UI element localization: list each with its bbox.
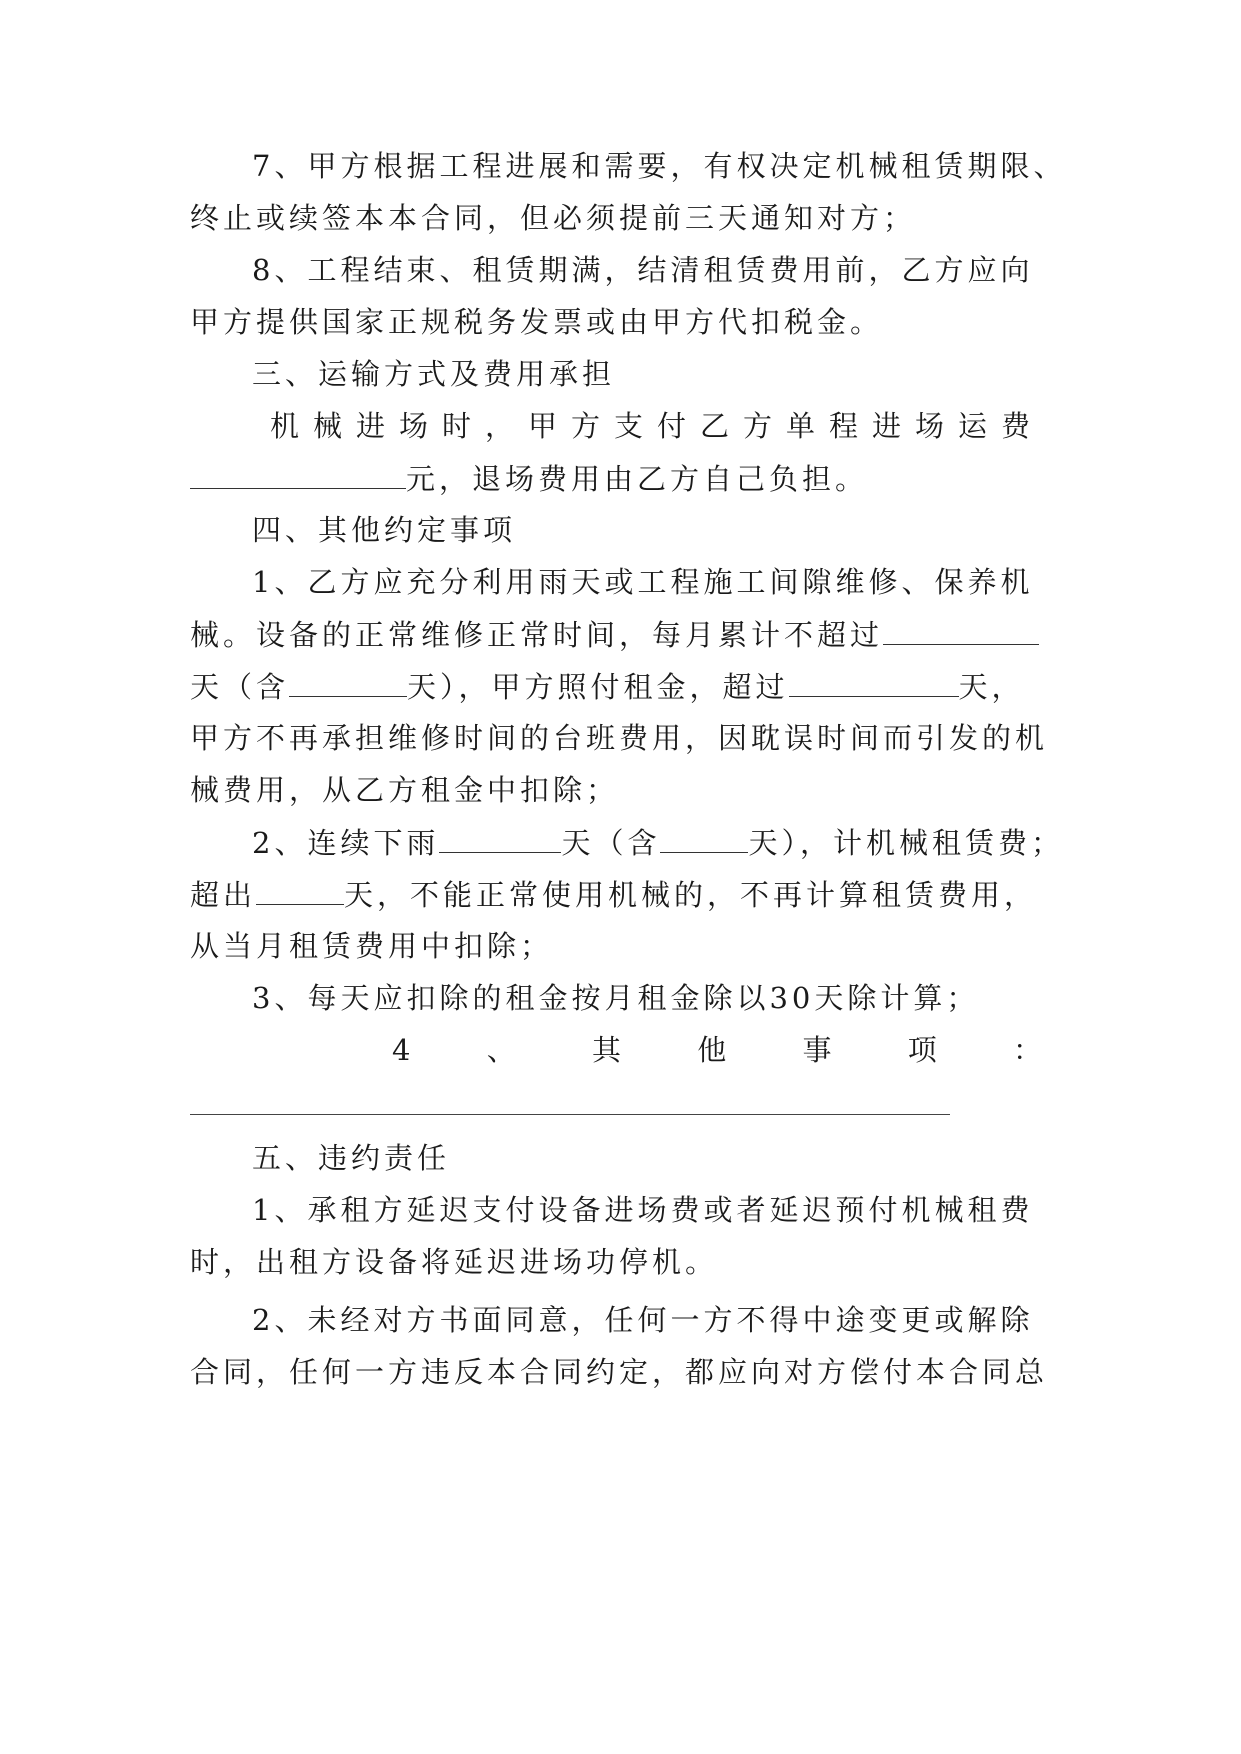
- clause-8-line-1: 8、工程结束、租赁期满，结清租赁费用前，乙方应向: [252, 253, 1034, 287]
- other-4-char: 事: [802, 1033, 832, 1067]
- clause-8-line-2: 甲方提供国家正规税务发票或由甲方代扣税金。: [190, 305, 884, 339]
- fee-blank: [190, 458, 406, 489]
- rain-days-blank: [439, 822, 561, 853]
- other-1-line-2: [190, 614, 1050, 654]
- other-1-line-1: 1、乙方应充分利用雨天或工程施工间隙维修、保养机: [252, 565, 1034, 599]
- section-3-heading: 三、运输方式及费用承担: [252, 357, 616, 391]
- transport-line-2: [190, 458, 1050, 498]
- other-4-char: ：: [1012, 1033, 1042, 1067]
- other-4-blank-line: [190, 1114, 950, 1115]
- other-1-line-3: [190, 666, 1050, 706]
- rain-included-blank: [660, 822, 748, 853]
- other-2-line-2: [190, 874, 1050, 914]
- exceed-days-blank: [789, 666, 959, 697]
- transport-line-2-text: 元，退场费用由乙方自己负担。: [406, 462, 869, 496]
- other-2-line-1-text-a: 2、连续下雨: [252, 826, 440, 860]
- section-4-heading: 四、其他约定事项: [252, 513, 517, 547]
- other-2-line-2-text-a: 超出: [190, 878, 257, 912]
- other-2-line-1: [252, 822, 1112, 862]
- other-4-char: 他: [697, 1033, 727, 1067]
- other-2-line-1-text-b: 天（含: [561, 826, 661, 860]
- transport-line-1: 机械进场时，甲方支付乙方单程进场运费: [270, 409, 1045, 443]
- other-1-line-3-text-a: 天（含: [190, 670, 290, 704]
- other-4-char: 、: [486, 1033, 516, 1067]
- other-4-char: 项: [907, 1033, 937, 1067]
- other-4-char: 4: [392, 1033, 411, 1067]
- clause-7-line-2: 终止或续签本本合同，但必须提前三天通知对方；: [190, 201, 917, 235]
- other-4-line: [392, 1030, 1042, 1070]
- clause-7-line-1: 7、甲方根据工程进展和需要，有权决定机械租赁期限、: [252, 149, 1067, 183]
- other-1-line-3-text-c: 天，: [958, 670, 1025, 704]
- included-days-blank: [289, 666, 407, 697]
- section-5-heading: 五、违约责任: [252, 1141, 451, 1175]
- breach-2-line-1: 2、未经对方书面同意，任何一方不得中途变更或解除: [252, 1303, 1034, 1337]
- other-1-line-2-text: 械。设备的正常维修正常时间，每月累计不超过: [190, 618, 884, 652]
- other-4-char: 其: [591, 1033, 621, 1067]
- other-2-line-2-text-b: 天，不能正常使用机械的，不再计算租赁费用，: [344, 878, 1038, 912]
- rain-exceed-blank: [256, 874, 344, 905]
- other-1-line-3-text-b: 天），甲方照付租金，超过: [407, 670, 789, 704]
- other-3-line-1: 3、每天应扣除的租金按月租金除以30天除计算；: [252, 981, 980, 1015]
- other-1-line-4: 甲方不再承担维修时间的台班费用，因耽误时间而引发的机: [190, 721, 1049, 755]
- breach-1-line-1: 1、承租方延迟支付设备进场费或者延迟预付机械租费: [252, 1193, 1034, 1227]
- max-days-blank: [883, 614, 1039, 645]
- breach-2-line-2: 合同，任何一方违反本合同约定，都应向对方偿付本合同总: [190, 1355, 1049, 1389]
- other-2-line-1-text-c: 天），计机械租赁费；: [748, 826, 1064, 860]
- other-1-line-5: 械费用，从乙方租金中扣除；: [190, 773, 620, 807]
- other-2-line-3: 从当月租赁费用中扣除；: [190, 929, 554, 963]
- breach-1-line-2: 时，出租方设备将延迟进场功停机。: [190, 1245, 719, 1279]
